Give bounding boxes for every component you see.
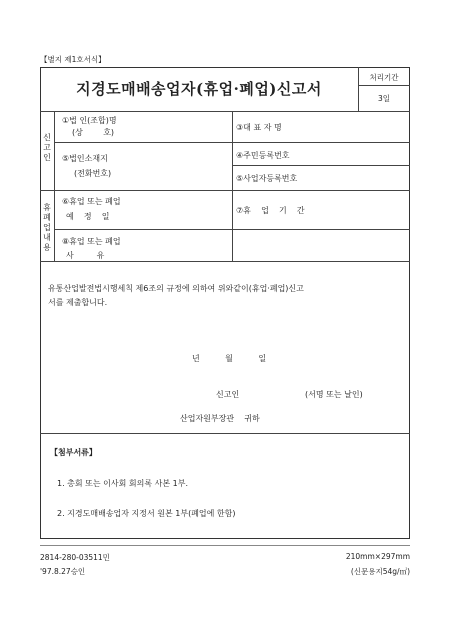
processing-period-value: 3일 — [377, 94, 391, 103]
business-number-label: ⑤사업자등록번호 — [236, 174, 298, 183]
paper-size: 210mm×297mm — [345, 552, 410, 561]
approval-date: '97.8.27승인 — [40, 567, 86, 576]
closure-period-label: ⑦휴 업 기 간 — [236, 206, 305, 215]
form-title: 지경도매배송업자(휴업·폐업)신고서 — [76, 80, 322, 98]
declaration-text: 유통산업발전법시행세칙 제6조의 규정에 의하여 위와같이(휴업·폐업)신고 — [48, 284, 304, 293]
phone-number-label: (전화번호) — [74, 169, 112, 178]
divider — [40, 433, 410, 434]
signature-label: (서명 또는 날인) — [305, 390, 363, 399]
divider — [358, 85, 410, 86]
divider — [54, 142, 410, 143]
divider — [54, 111, 55, 261]
divider — [40, 261, 410, 262]
divider — [40, 190, 410, 191]
recipient-label: 산업자원부장관 귀하 — [180, 414, 260, 423]
attachments-header: 【첨부서류】 — [50, 448, 97, 457]
form-number-tag: 【별지 제1호서식】 — [40, 55, 106, 64]
closure-details-side-label: 휴 폐 업 내 용 — [43, 203, 51, 252]
attachment-item: 1. 총회 또는 이사회 회의록 사본 1부. — [57, 479, 188, 488]
planned-date-label-2: 예 정 일 — [66, 212, 110, 221]
paper-type: (신문용지54g/㎡) — [350, 567, 410, 576]
representative-label: ③대 표 자 명 — [236, 123, 282, 132]
footer-rule — [40, 545, 410, 546]
applicant-side-label: 신 고 인 — [43, 133, 51, 162]
date-line: 년 월 일 — [192, 354, 267, 363]
resident-number-label: ④주민등록번호 — [236, 151, 290, 160]
processing-period-label: 처리기간 — [369, 73, 399, 82]
divider — [232, 165, 410, 166]
corp-address-label: ⑤법인소재지 — [62, 154, 108, 163]
form-code: 2814-280-03511민 — [40, 553, 110, 562]
divider — [40, 111, 410, 112]
divider — [232, 111, 233, 261]
divider — [54, 229, 410, 230]
corp-name-label: ①법 인(조합)명 — [62, 116, 117, 125]
trade-name-label: (상 호) — [72, 128, 115, 137]
planned-date-label: ⑥휴업 또는 폐업 — [62, 197, 121, 206]
closure-reason-label: ⑧휴업 또는 폐업 — [62, 237, 121, 246]
declaration-text-2: 서를 제출합니다. — [48, 298, 108, 307]
closure-reason-label-2: 사 유 — [66, 251, 105, 260]
attachment-item: 2. 지경도매배송업자 지정서 원본 1부(폐업에 한함) — [57, 509, 236, 518]
reporter-label: 신고인 — [216, 390, 240, 399]
